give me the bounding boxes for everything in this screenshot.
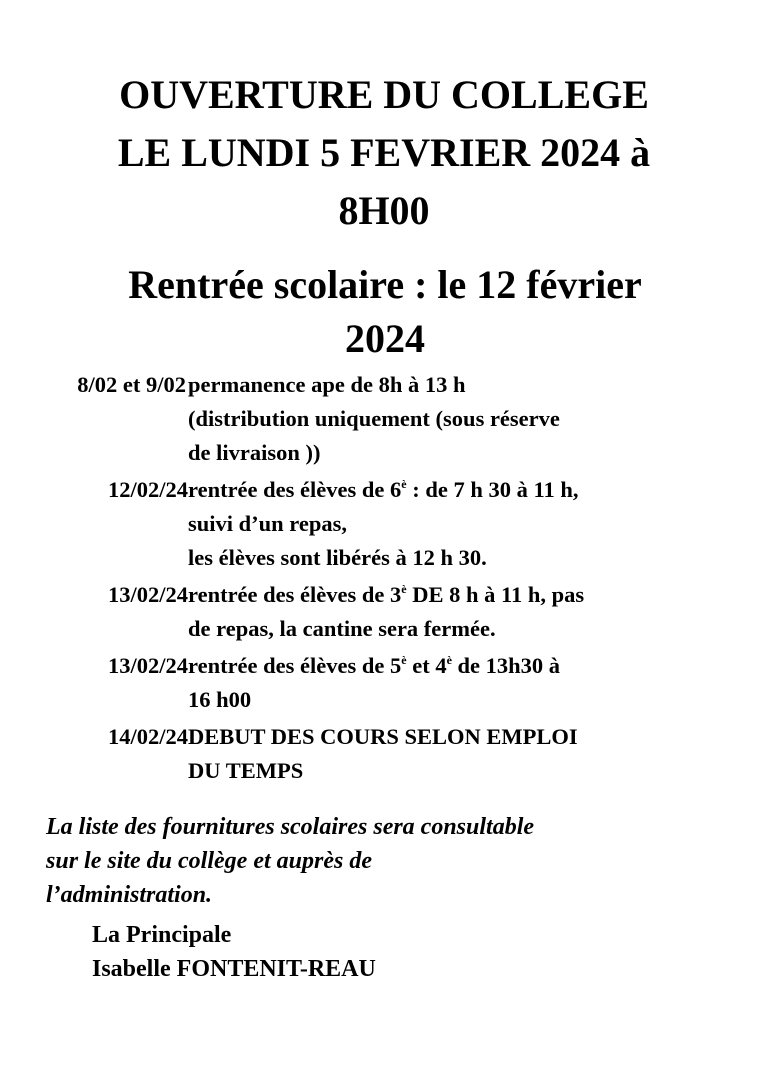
schedule-description: DEBUT DES COURS SELON EMPLOI DU TEMPS — [188, 724, 578, 783]
signature-block — [92, 918, 376, 986]
schedule-date: 8/02 et 9/02 — [77, 372, 186, 397]
subtitle-line-2: 2024 — [345, 316, 425, 361]
subtitle-line-1: Rentrée scolaire : le 12 février — [128, 262, 642, 307]
title-line-1: OUVERTURE DU COLLEGE — [119, 72, 649, 117]
schedule-item — [0, 368, 768, 470]
signature-name: Isabelle FONTENIT-REAU — [92, 956, 376, 982]
supplies-notice: La liste des fournitures scolaires sera consultable sur le site du collège et auprès de l’administration. — [46, 814, 535, 908]
page-title — [0, 66, 768, 240]
schedule-item — [0, 578, 768, 646]
schedule-item — [0, 720, 768, 788]
title-line-3: 8H00 — [338, 188, 430, 233]
schedule-description: permanence ape de 8h à 13 h (distribution uniquement (sous réserve de livraison )) — [188, 372, 560, 465]
schedule-item — [0, 473, 768, 575]
signature-role: La Principale — [92, 922, 232, 948]
schedule-date: 12/02/24 — [107, 477, 188, 502]
schedule-description: rentrée des élèves de $6^è$ : de 7 h 30 à 11 h, suivi d’un repas, les élèves sont libérés à 12 h 30. — [188, 477, 579, 570]
schedule-date: 13/02/24 — [107, 653, 188, 678]
schedule-date: 13/02/24 — [107, 582, 188, 607]
schedule-description: rentrée des élèves de $3^è$ DE 8 h à 11 h, pas de repas, la cantine sera fermée. — [188, 582, 585, 641]
schedule-list — [0, 368, 768, 791]
title-line-2: LE LUNDI 5 FEVRIER 2024 à — [117, 130, 651, 175]
schedule-item — [0, 649, 768, 717]
schedule-description: rentrée des élèves de $5^è$ et $4^è$ de 13h30 à 16 h00 — [188, 653, 561, 712]
page-subtitle — [40, 258, 730, 366]
schedule-date: 14/02/24 — [107, 724, 188, 749]
